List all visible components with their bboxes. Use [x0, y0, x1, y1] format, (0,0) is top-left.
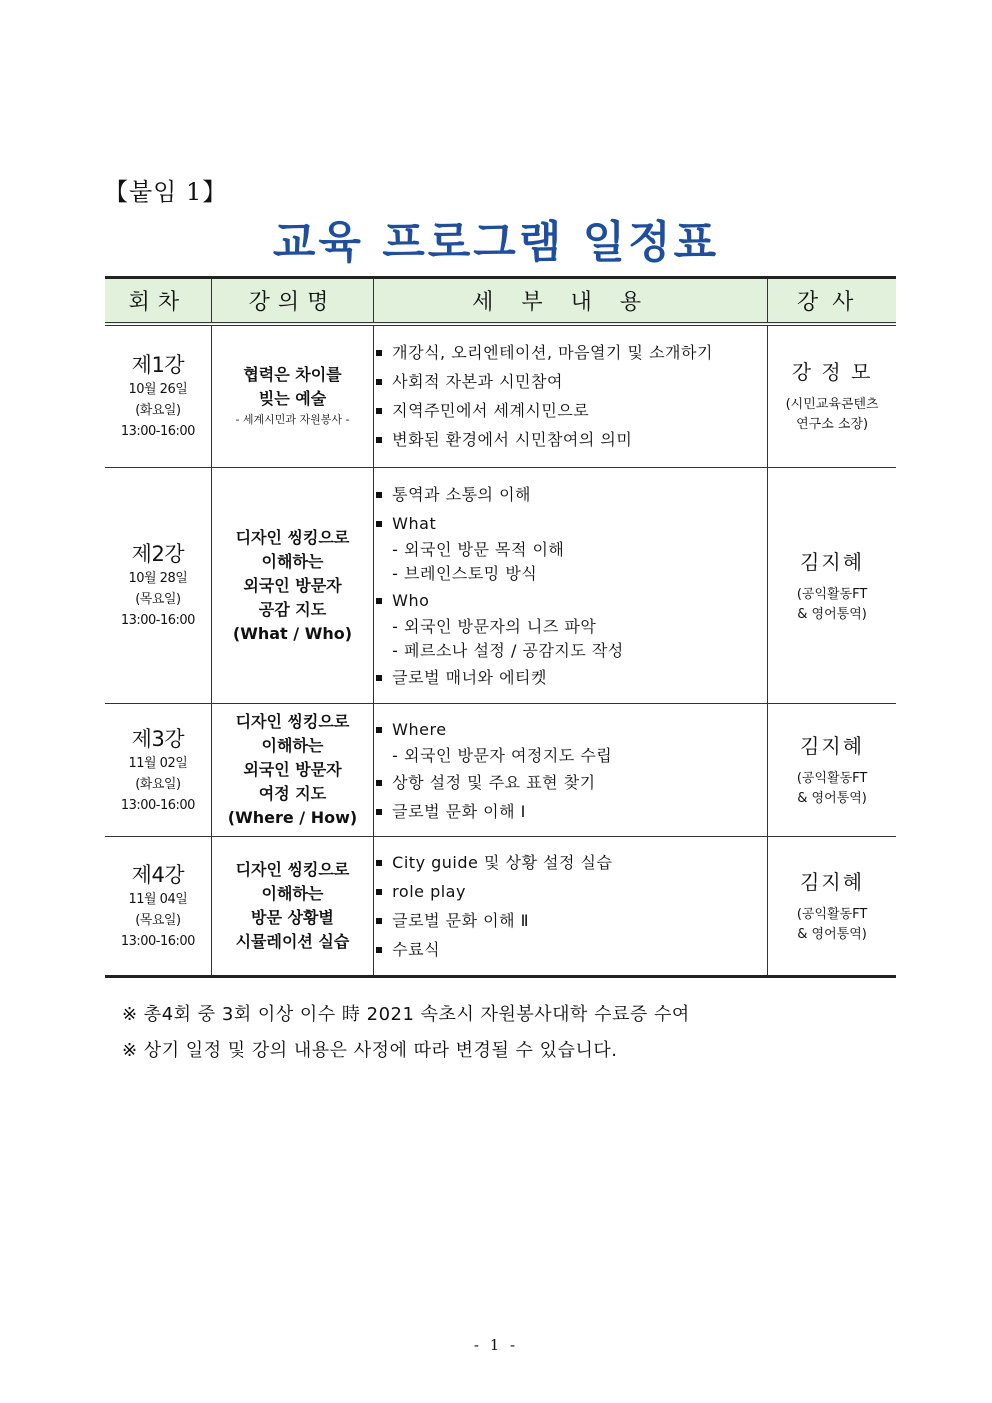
header-lecture: 강의명 [211, 278, 373, 324]
instructor-role [768, 769, 896, 809]
session-number: 제2강 [131, 542, 185, 566]
session-day: (화요일) [135, 776, 181, 792]
details-cell [374, 468, 768, 704]
details-list [374, 338, 767, 454]
instructor-role-line: & 영어통역) [797, 927, 867, 942]
detail-subitem: - 브레인스토밍 방식 [392, 563, 538, 583]
detail-bullet-item: 변화된 환경에서 시민참여의 의미 [374, 425, 767, 454]
instructor-role-line: (공익활동FT [796, 586, 868, 602]
detail-bullet-item: 상항 설정 및 주요 표현 찾기 [374, 768, 767, 797]
session-time: 13:00-16:00 [120, 797, 195, 813]
instructor-cell [768, 837, 896, 977]
table-row [105, 324, 896, 468]
session-cell [105, 837, 211, 977]
detail-subitem: - 페르소나 설정 / 공감지도 작성 [392, 640, 624, 660]
detail-bullet-item: 지역주민에서 세계시민으로 [374, 396, 767, 425]
session-time: 13:00-16:00 [120, 423, 195, 439]
session-date: 10월 28일 [128, 571, 188, 586]
instructor-cell [768, 324, 896, 468]
instructor-cell [768, 704, 896, 837]
detail-bullet-item: Where [374, 715, 767, 744]
header-session: 회차 [105, 278, 211, 324]
lecture-title-line: 이해하는 [261, 551, 324, 571]
instructor-role [768, 905, 896, 945]
instructor-name: 김지혜 [800, 734, 865, 758]
session-date: 10월 26일 [128, 381, 188, 397]
instructor-name: 김지혜 [800, 870, 865, 894]
table-row [105, 468, 896, 704]
lecture-subtitle: - 세계시민과 자원봉사 - [235, 413, 350, 427]
instructor-role-line: & 영어통역) [797, 606, 867, 622]
lecture-title-line: (What / Who) [232, 623, 353, 643]
schedule-body [105, 324, 896, 977]
lecture-title-line: 디자인 씽킹으로 [235, 527, 350, 547]
detail-bullet-item: 사회적 자본과 시민참여 [374, 367, 767, 396]
instructor-cell [768, 468, 896, 704]
lecture-cell [211, 324, 373, 468]
lecture-title-line: 외국인 방문자 [243, 760, 342, 779]
detail-bullet-item: What [374, 509, 767, 538]
session-number: 제4강 [131, 862, 185, 887]
detail-subitem: - 외국인 방문 목적 이해 [392, 539, 565, 559]
details-list [374, 480, 767, 692]
session-day: (화요일) [135, 402, 181, 418]
lecture-title-line: 공감 지도 [258, 599, 327, 619]
instructor-name: 김지혜 [800, 549, 865, 574]
note-schedule-change: ※ 상기 일정 및 강의 내용은 사정에 따라 변경될 수 있습니다. [122, 1040, 618, 1061]
session-time: 13:00-16:00 [120, 613, 195, 628]
details-list [374, 848, 767, 964]
instructor-role-line: & 영어통역) [797, 791, 867, 806]
instructor-role-line: (공익활동FT [796, 907, 868, 922]
detail-subitem: - 외국인 방문자의 니즈 파악 [392, 616, 597, 636]
lecture-title-line: 이해하는 [261, 884, 324, 903]
details-list [374, 715, 767, 826]
page-title: 교육 프로그램 일정표 [272, 217, 720, 268]
lecture-title-line: 빚는 예술 [258, 389, 327, 409]
lecture-title-line: 외국인 방문자 [243, 575, 342, 595]
lecture-title-line: 협력은 차이를 [243, 365, 342, 385]
detail-subitem: - 외국인 방문자 여정지도 수립 [392, 745, 613, 765]
session-time: 13:00-16:00 [120, 933, 195, 949]
session-date: 11월 02일 [128, 755, 188, 771]
session-cell [105, 468, 211, 704]
detail-bullet-item: 개강식, 오리엔테이션, 마음열기 및 소개하기 [374, 338, 767, 367]
table-header-row [105, 278, 896, 324]
detail-bullet-item: 수료식 [374, 935, 767, 964]
lecture-cell [211, 837, 373, 977]
session-number: 제1강 [131, 352, 185, 377]
instructor-role-line: (공익활동FT [796, 771, 868, 786]
detail-bullet-item: 글로벌 문화 이해 Ⅰ [374, 797, 767, 826]
instructor-role [768, 585, 896, 625]
lecture-title-line: 여정 지도 [258, 784, 327, 803]
instructor-role-line: (시민교육콘텐츠 [785, 397, 879, 413]
session-date: 11월 04일 [128, 891, 188, 907]
details-cell [374, 837, 768, 977]
header-details: 세부내용 [374, 278, 768, 324]
session-cell [105, 704, 211, 837]
table-row [105, 837, 896, 977]
lecture-cell [211, 468, 373, 704]
detail-bullet-item: role play [374, 877, 767, 906]
detail-bullet-item: 글로벌 매너와 에티켓 [374, 663, 767, 692]
lecture-title-line: 디자인 씽킹으로 [235, 712, 350, 731]
lecture-title-line: 디자인 씽킹으로 [235, 860, 350, 879]
session-day: (목요일) [135, 592, 181, 607]
instructor-role-line: 연구소 소장) [796, 417, 869, 433]
details-cell [374, 704, 768, 837]
lecture-cell [211, 704, 373, 837]
header-instructor: 강사 [768, 278, 896, 324]
session-number: 제3강 [131, 726, 185, 751]
details-cell [374, 324, 768, 468]
schedule-table [105, 276, 896, 978]
lecture-title-line: 시뮬레이션 실습 [235, 932, 350, 951]
lecture-title-line: 이해하는 [261, 736, 324, 755]
instructor-role [768, 395, 896, 435]
page-number: - 1 - [473, 1336, 519, 1354]
detail-bullet-item: City guide 및 상황 설정 실습 [374, 848, 767, 877]
session-cell [105, 324, 211, 468]
lecture-title-line: (Where / How) [227, 808, 358, 827]
attachment-label: 【붙임 1】 [104, 178, 228, 206]
detail-bullet-item: 글로벌 문화 이해 Ⅱ [374, 906, 767, 935]
note-completion: ※ 총4회 중 3회 이상 이수 時 2021 속초시 자원봉사대학 수료증 수여 [122, 1004, 690, 1025]
session-day: (목요일) [135, 912, 181, 928]
detail-bullet-item: 통역과 소통의 이해 [374, 480, 767, 509]
lecture-title-line: 방문 상황별 [251, 908, 334, 927]
detail-bullet-item: Who [374, 586, 767, 615]
instructor-name: 강 정 모 [791, 360, 873, 385]
table-row [105, 704, 896, 837]
